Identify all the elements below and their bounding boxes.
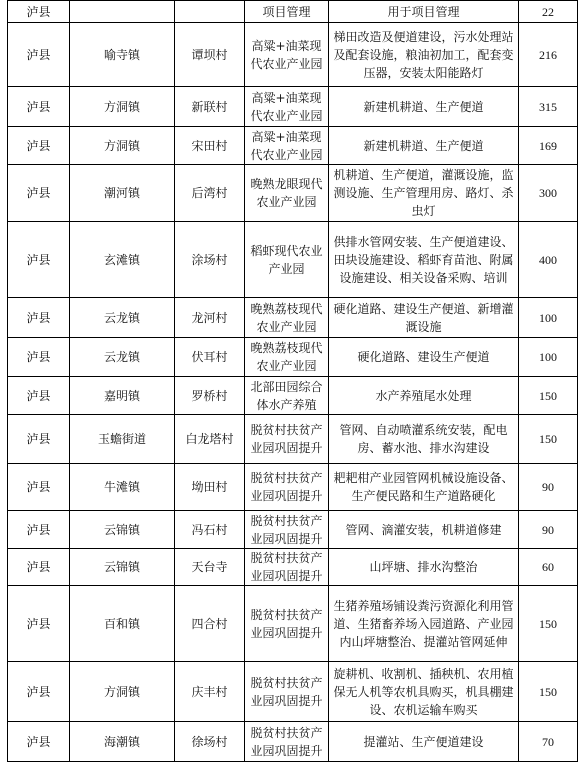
cell-village: 罗桥村 xyxy=(175,377,245,415)
cell-amount: 150 xyxy=(519,586,578,662)
cell-amount: 150 xyxy=(519,662,578,722)
cell-county: 泸县 xyxy=(8,377,70,415)
cell-village: 伏耳村 xyxy=(175,338,245,377)
cell-purpose: 提灌站、生产便道建设 xyxy=(329,722,519,762)
cell-county: 泸县 xyxy=(8,127,70,165)
table-row xyxy=(8,165,578,222)
cell-town: 玉蟾街道 xyxy=(70,415,175,464)
cell-town: 云龙镇 xyxy=(70,338,175,377)
cell-village xyxy=(175,1,245,23)
cell-village: 天台寺 xyxy=(175,549,245,586)
cell-town: 牛滩镇 xyxy=(70,464,175,511)
cell-project: 脱贫村扶贫产业园巩固提升 xyxy=(245,586,329,662)
cell-amount: 70 xyxy=(519,722,578,762)
cell-project: 北部田园综合体水产养殖 xyxy=(245,377,329,415)
cell-purpose: 新建机耕道、生产便道 xyxy=(329,127,519,165)
cell-county: 泸县 xyxy=(8,1,70,23)
cell-county: 泸县 xyxy=(8,549,70,586)
cell-purpose: 硬化道路、建设生产便道、新增灌溉设施 xyxy=(329,298,519,338)
cell-county: 泸县 xyxy=(8,87,70,127)
table-row xyxy=(8,662,578,722)
cell-amount: 100 xyxy=(519,338,578,377)
table-row xyxy=(8,87,578,127)
cell-town: 方洞镇 xyxy=(70,87,175,127)
cell-amount: 90 xyxy=(519,511,578,549)
cell-amount: 315 xyxy=(519,87,578,127)
cell-purpose: 旋耕机、收割机、插秧机、农用植保无人机等农机具购买，机具棚建设、农机运输车购买 xyxy=(329,662,519,722)
cell-town: 百和镇 xyxy=(70,586,175,662)
cell-county: 泸县 xyxy=(8,662,70,722)
cell-village: 徐场村 xyxy=(175,722,245,762)
table-row xyxy=(8,415,578,464)
cell-purpose: 新建机耕道、生产便道 xyxy=(329,87,519,127)
cell-amount: 150 xyxy=(519,415,578,464)
table-row xyxy=(8,338,578,377)
cell-village: 新联村 xyxy=(175,87,245,127)
cell-purpose: 水产养殖尾水处理 xyxy=(329,377,519,415)
cell-purpose: 耙耙柑产业园管网机械设施设备、生产便民路和生产道路硬化 xyxy=(329,464,519,511)
cell-project: 高粱+油菜现代农业产业园 xyxy=(245,127,329,165)
table-row xyxy=(8,549,578,586)
cell-purpose: 梯田改造及便道建设，污水处理站及配套设施，粮油初加工，配套变压器，安装太阳能路灯 xyxy=(329,23,519,87)
cell-project: 晚熟龙眼现代农业产业园 xyxy=(245,165,329,222)
table-row xyxy=(8,298,578,338)
cell-county: 泸县 xyxy=(8,464,70,511)
cell-amount: 90 xyxy=(519,464,578,511)
cell-county: 泸县 xyxy=(8,722,70,762)
cell-project: 脱贫村扶贫产业园巩固提升 xyxy=(245,662,329,722)
cell-project: 高粱+油菜现代农业产业园 xyxy=(245,23,329,87)
cell-county: 泸县 xyxy=(8,586,70,662)
cell-village: 后湾村 xyxy=(175,165,245,222)
cell-village: 涂场村 xyxy=(175,222,245,298)
cell-county: 泸县 xyxy=(8,338,70,377)
cell-county: 泸县 xyxy=(8,222,70,298)
cell-purpose: 生猪养殖场铺设粪污资源化利用管道、生猪畜养场入园道路、产业园内山坪塘整治、提灌站管网延伸 xyxy=(329,586,519,662)
table-row xyxy=(8,23,578,87)
cell-amount: 400 xyxy=(519,222,578,298)
cell-village: 四合村 xyxy=(175,586,245,662)
cell-town xyxy=(70,1,175,23)
cell-project: 脱贫村扶贫产业园巩固提升 xyxy=(245,415,329,464)
cell-project: 晚熟荔枝现代农业产业园 xyxy=(245,338,329,377)
cell-town: 嘉明镇 xyxy=(70,377,175,415)
cell-project: 脱贫村扶贫产业园巩固提升 xyxy=(245,549,329,586)
table-row xyxy=(8,586,578,662)
cell-village: 龙河村 xyxy=(175,298,245,338)
table-row xyxy=(8,377,578,415)
cell-county: 泸县 xyxy=(8,415,70,464)
cell-amount: 300 xyxy=(519,165,578,222)
cell-purpose: 管网、滴灌安装，机耕道修建 xyxy=(329,511,519,549)
cell-town: 方洞镇 xyxy=(70,127,175,165)
cell-purpose: 硬化道路、建设生产便道 xyxy=(329,338,519,377)
cell-purpose: 机耕道、生产便道，灌溉设施，监测设施、生产管理用房、路灯、杀虫灯 xyxy=(329,165,519,222)
cell-town: 海潮镇 xyxy=(70,722,175,762)
cell-town: 玄滩镇 xyxy=(70,222,175,298)
cell-project: 脱贫村扶贫产业园巩固提升 xyxy=(245,464,329,511)
project-funding-table xyxy=(7,0,578,762)
cell-project: 脱贫村扶贫产业园巩固提升 xyxy=(245,722,329,762)
table-row xyxy=(8,127,578,165)
cell-village: 宋田村 xyxy=(175,127,245,165)
cell-village: 冯石村 xyxy=(175,511,245,549)
cell-project: 稻虾现代农业产业园 xyxy=(245,222,329,298)
cell-amount: 100 xyxy=(519,298,578,338)
cell-village: 坳田村 xyxy=(175,464,245,511)
cell-purpose: 供排水管网安装、生产便道建设、田块设施建设、稻虾育苗池、附属设施建设、相关设备采购、培训 xyxy=(329,222,519,298)
cell-county: 泸县 xyxy=(8,511,70,549)
table-row xyxy=(8,511,578,549)
cell-county: 泸县 xyxy=(8,23,70,87)
cell-amount: 216 xyxy=(519,23,578,87)
cell-village: 庆丰村 xyxy=(175,662,245,722)
table-row xyxy=(8,222,578,298)
cell-project: 脱贫村扶贫产业园巩固提升 xyxy=(245,511,329,549)
table-row xyxy=(8,464,578,511)
cell-village: 白龙塔村 xyxy=(175,415,245,464)
cell-purpose: 用于项目管理 xyxy=(329,1,519,23)
cell-project: 项目管理 xyxy=(245,1,329,23)
cell-town: 云锦镇 xyxy=(70,549,175,586)
cell-town: 云龙镇 xyxy=(70,298,175,338)
cell-village: 谭坝村 xyxy=(175,23,245,87)
cell-town: 云锦镇 xyxy=(70,511,175,549)
cell-town: 方洞镇 xyxy=(70,662,175,722)
cell-project: 晚熟荔枝现代农业产业园 xyxy=(245,298,329,338)
cell-amount: 22 xyxy=(519,1,578,23)
table-row xyxy=(8,722,578,762)
cell-amount: 60 xyxy=(519,549,578,586)
cell-amount: 150 xyxy=(519,377,578,415)
cell-amount: 169 xyxy=(519,127,578,165)
cell-town: 喻寺镇 xyxy=(70,23,175,87)
cell-project: 高粱+油菜现代农业产业园 xyxy=(245,87,329,127)
cell-county: 泸县 xyxy=(8,165,70,222)
cell-county: 泸县 xyxy=(8,298,70,338)
cell-town: 潮河镇 xyxy=(70,165,175,222)
table-row xyxy=(8,1,578,23)
cell-purpose: 山坪塘、排水沟整治 xyxy=(329,549,519,586)
cell-purpose: 管网、自动喷灌系统安装，配电房、蓄水池、排水沟建设 xyxy=(329,415,519,464)
